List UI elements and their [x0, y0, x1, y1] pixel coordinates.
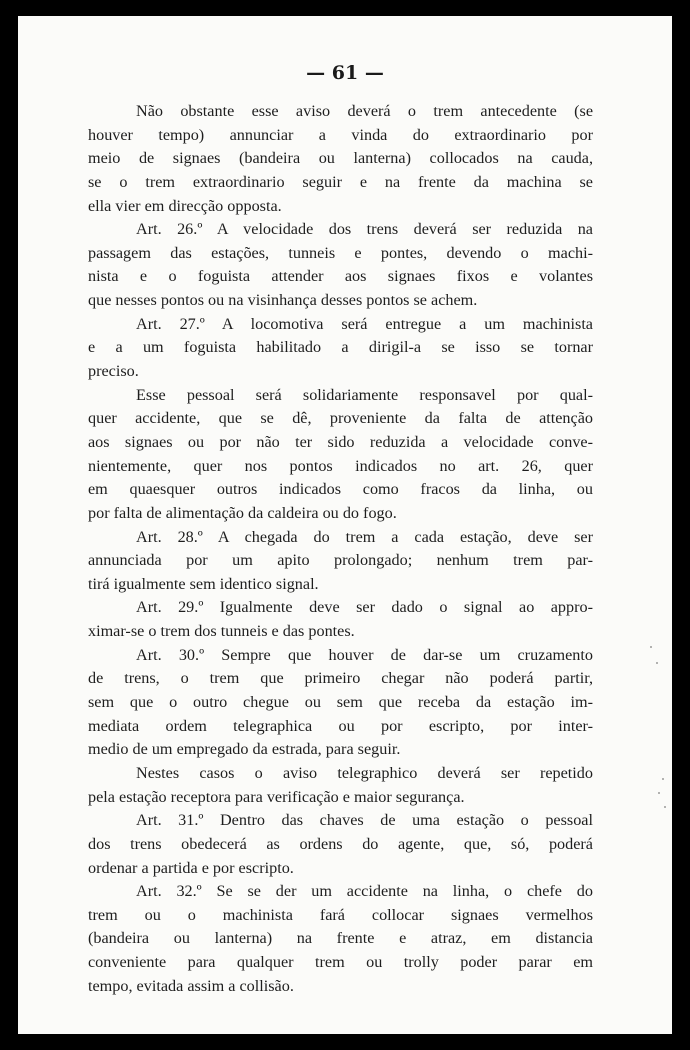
text-line: nista e o foguista attender aos signaes fixos e volantes	[88, 267, 593, 286]
text-line: dos trens obedecerá as ordens do agente, que, só, poderá	[88, 834, 593, 853]
text-line: Art. 30.º Sempre que houver de dar-se um cruzamento	[136, 645, 593, 664]
text-line: Art. 31.º Dentro das chaves de uma estação o pessoal	[136, 811, 593, 830]
text-line: Nestes casos o aviso telegraphico deverá ser repetido	[136, 763, 593, 782]
text-line: meio de signaes (bandeira ou lanterna) collocados na cauda,	[88, 149, 593, 168]
paper-speck	[650, 646, 652, 648]
text-line: nientemente, quer nos pontos indicados no art. 26, quer	[88, 456, 593, 475]
paper-speck	[662, 778, 664, 780]
paragraph	[88, 596, 593, 643]
text-line: tempo, evitada assim a collisão.	[88, 976, 294, 995]
paragraph	[88, 526, 593, 597]
text-line: ximar-se o trem dos tunneis e das pontes.	[88, 622, 355, 641]
text-line: conveniente para qualquer trem ou trolly poder parar em	[88, 953, 593, 972]
paper-speck	[658, 792, 660, 794]
text-line: mediata ordem telegraphica ou por escripto, por inter-	[88, 716, 593, 735]
text-line: trem ou o machinista fará collocar signaes vermelhos	[88, 905, 593, 924]
text-line: houver tempo) annunciar a vinda do extraordinario por	[88, 125, 593, 144]
text-line: ordenar a partida e por escripto.	[88, 858, 294, 877]
paragraph	[88, 880, 593, 998]
paragraph	[88, 644, 593, 762]
text-line: (bandeira ou lanterna) na frente e atraz, em distancia	[88, 929, 593, 948]
text-line: se o trem extraordinario seguir e na frente da machina se	[88, 172, 593, 191]
text-line: tirá igualmente sem identico signal.	[88, 574, 319, 593]
paragraph	[88, 809, 593, 880]
body-text	[88, 100, 593, 998]
text-line: Esse pessoal será solidariamente responsavel por qual-	[136, 385, 593, 404]
text-line: Art. 27.º A locomotiva será entregue a um machinista	[136, 314, 593, 333]
text-line: preciso.	[88, 362, 139, 381]
text-line: annunciada por um apito prolongado; nenhum trem par-	[88, 551, 593, 570]
paper-speck	[664, 806, 666, 808]
paragraph	[88, 218, 593, 313]
text-line: sem que o outro chegue ou sem que receba da estação im-	[88, 693, 593, 712]
text-line: Art. 32.º Se se der um accidente na linha, o chefe do	[136, 882, 593, 901]
text-line: por falta de alimentação da caldeira ou do fogo.	[88, 503, 397, 522]
text-line: pela estação receptora para verificação e maior segurança.	[88, 787, 465, 806]
text-line: que nesses pontos ou na visinhança desses pontos se achem.	[88, 291, 478, 310]
text-line: de trens, o trem que primeiro chegar não poderá partir,	[88, 669, 593, 688]
text-line: Não obstante esse aviso deverá o trem antecedente (se	[136, 102, 593, 120]
paragraph	[88, 313, 593, 384]
paper-speck	[656, 662, 658, 664]
book-page	[18, 16, 672, 1034]
paragraph	[88, 100, 593, 218]
text-line: Art. 28.º A chegada do trem a cada estação, deve ser	[136, 527, 593, 546]
text-line: Art. 26.º A velocidade dos trens deverá ser reduzida na	[136, 220, 593, 239]
text-line: em quaesquer outros indicados como fracos da linha, ou	[88, 480, 593, 499]
text-line: medio de um empregado da estrada, para seguir.	[88, 740, 401, 759]
text-line: passagem das estações, tunneis e pontes, devendo o machi-	[88, 243, 593, 262]
text-line: ella vier em direcção opposta.	[88, 196, 282, 215]
paragraph	[88, 384, 593, 526]
text-line: Art. 29.º Igualmente deve ser dado o signal ao appro-	[136, 598, 593, 617]
text-line: aos signaes ou por não ter sido reduzida a velocidade conve-	[88, 432, 593, 451]
text-line: quer accidente, que se dê, proveniente da falta de attenção	[88, 409, 593, 428]
paragraph	[88, 762, 593, 809]
text-line: e a um foguista habilitado a dirigil-a se isso se tornar	[88, 338, 593, 357]
page-number: — 61 —	[306, 62, 384, 84]
